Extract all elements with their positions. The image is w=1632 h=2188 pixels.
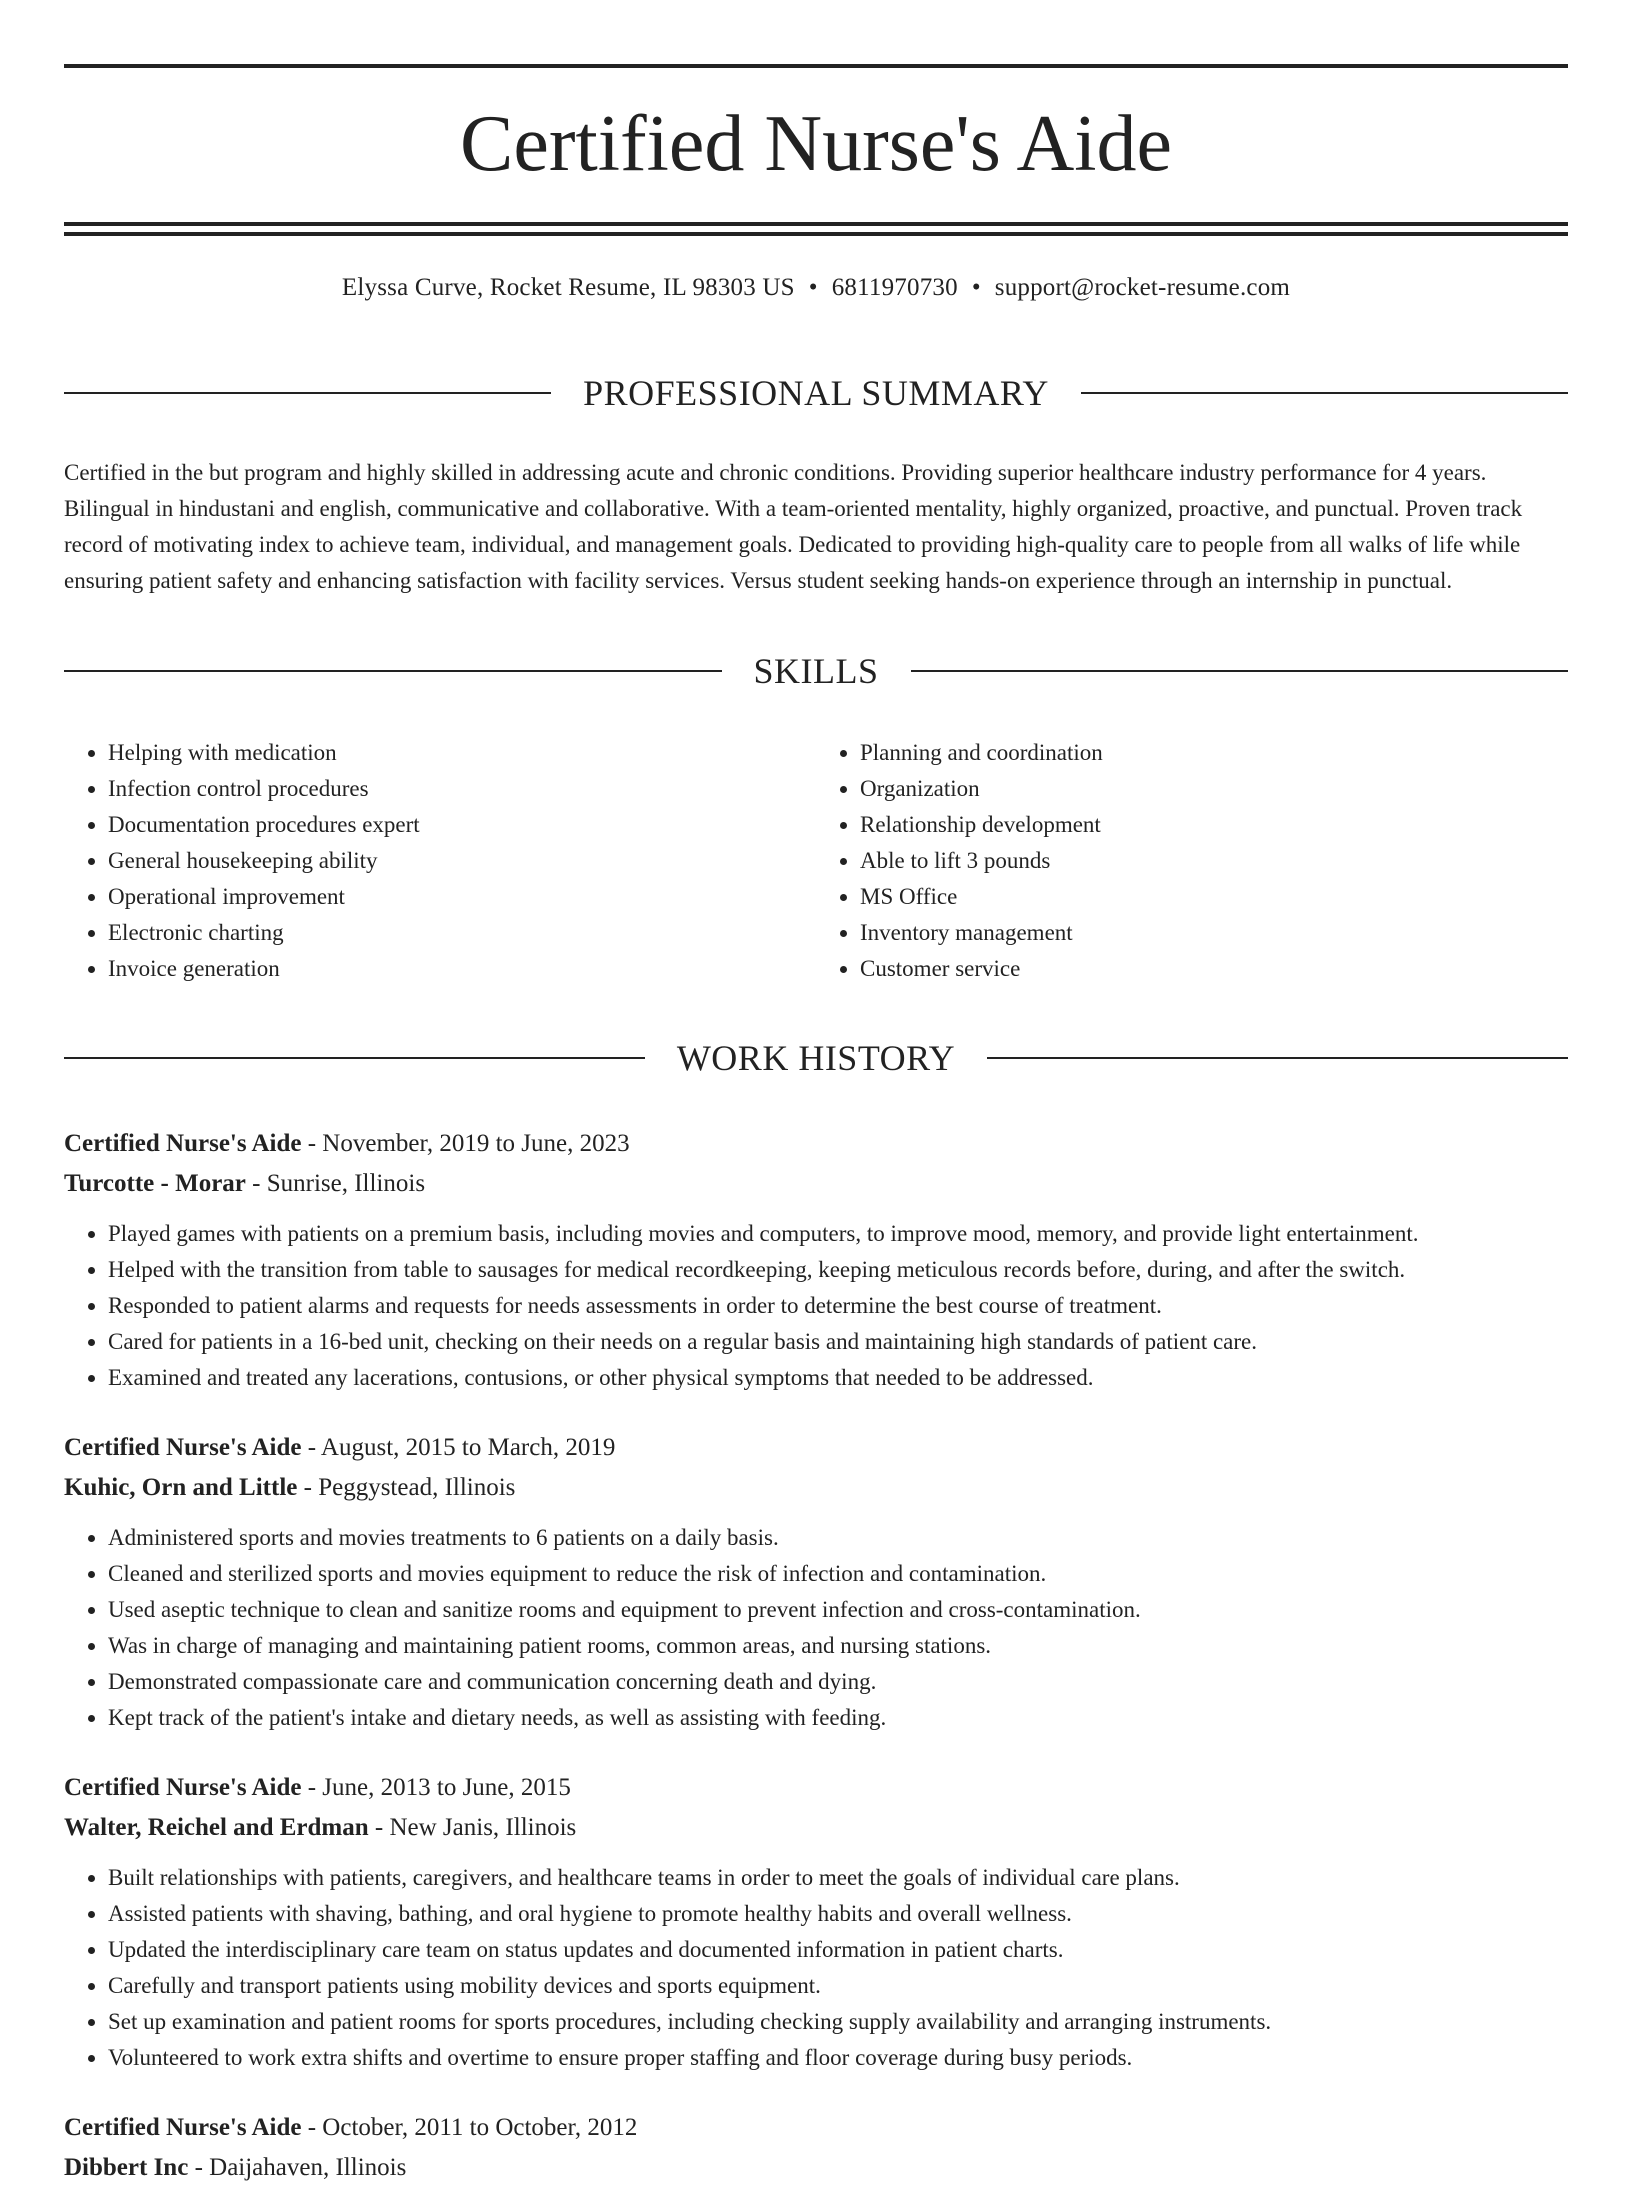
skills-list-right <box>816 735 1568 987</box>
skill-item: • Invoice generation <box>108 951 816 987</box>
job-entry <box>64 1768 1568 2076</box>
job-bullet: • Examined and treated any lacerations, contusions, or other physical symptoms that needed to be addressed. <box>108 1360 1568 1396</box>
job-company: Turcotte - Morar <box>64 1170 246 1198</box>
job-dates: November, 2019 to June, 2023 <box>322 1130 630 1158</box>
job-company: Walter, Reichel and Erdman <box>64 1814 369 1842</box>
job-dash: - <box>301 1774 323 1802</box>
job-title: Certified Nurse's Aide <box>64 2114 302 2142</box>
job-dash: - <box>301 2114 323 2142</box>
skill-item: • Inventory management <box>860 915 1568 951</box>
job-bullet: • Assisted patients with shaving, bathing, and oral hygiene to promote healthy habits and overall wellness. <box>108 1896 1568 1932</box>
contact-line <box>64 271 1568 305</box>
job-bullet: • Used aseptic technique to clean and sanitize rooms and equipment to prevent infection and cross-contamination. <box>108 1592 1568 1628</box>
job-dash: - <box>301 1130 323 1158</box>
job-bullet: • Was in charge of managing and maintaining patient rooms, common areas, and nursing stations. <box>108 1628 1568 1664</box>
job-company: Kuhic, Orn and Little <box>64 1474 298 1502</box>
skill-item: • General housekeeping ability <box>108 843 816 879</box>
job-bullet: • Played games with patients on a premium basis, including movies and computers, to improve mood, memory, and provide light entertainment. <box>108 1216 1568 1252</box>
skill-item: • Planning and coordination <box>860 735 1568 771</box>
job-dates: June, 2013 to June, 2015 <box>322 1774 571 1802</box>
skill-item: • Relationship development <box>860 807 1568 843</box>
contact-separator: • <box>971 274 981 301</box>
skill-item: • Electronic charting <box>108 915 816 951</box>
job-bullet: • Administered sports and movies treatments to 6 patients on a daily basis. <box>108 1520 1568 1556</box>
skill-item: • Operational improvement <box>108 879 816 915</box>
job-title-line <box>64 2108 1568 2148</box>
heading-rule-right <box>1081 392 1568 394</box>
skills-columns <box>64 735 1568 987</box>
summary-heading <box>64 341 1568 445</box>
work-heading-label: WORK HISTORY <box>676 1038 956 1079</box>
job-title-line <box>64 1428 1568 1468</box>
job-location: Peggystead, Illinois <box>318 1474 516 1502</box>
job-bullets <box>64 1860 1568 2076</box>
summary-text: Certified in the but program and highly skilled in addressing acute and chronic conditions. Providing superior healthcare industry performance for 4 years. Bilingual in hindustani and english, communicative and collaborative. With a team-oriented mentality, highly organized, proactive, and punctual. Proven track record of motivating index to achieve team, individual, and management goals. Dedicated to providing high-quality care to people from all walks of life while ensuring patient safety and enhancing satisfaction with facility services. Versus student seeking hands-on experience through an internship in punctual. <box>64 459 1523 593</box>
heading-rule-left <box>64 670 722 672</box>
resume-title: Certified Nurse's Aide <box>459 100 1173 188</box>
job-bullet: • Demonstrated compassionate care and communication concerning death and dying. <box>108 1664 1568 1700</box>
skills-heading <box>64 619 1568 723</box>
heading-rule-right <box>911 670 1569 672</box>
skill-item: • MS Office <box>860 879 1568 915</box>
contact-phone: 6811970730 <box>831 274 958 301</box>
job-dash: - <box>245 1170 267 1198</box>
contact-email: support@rocket-resume.com <box>994 274 1291 301</box>
job-bullet: • Cared for patients in a 16-bed unit, checking on their needs on a regular basis and maintaining high standards of patient care. <box>108 1324 1568 1360</box>
job-bullet: • Helped with the transition from table to sausages for medical recordkeeping, keeping meticulous records before, during, and after the switch. <box>108 1252 1568 1288</box>
job-title: Certified Nurse's Aide <box>64 1774 302 1802</box>
job-title: Certified Nurse's Aide <box>64 1130 302 1158</box>
job-bullet: • Set up examination and patient rooms for sports procedures, including checking supply availability and arranging instruments. <box>108 2004 1568 2040</box>
job-entry <box>64 2108 1568 2188</box>
job-bullet: • Kept track of the patient's intake and dietary needs, as well as assisting with feeding. <box>108 1700 1568 1736</box>
summary-heading-label: PROFESSIONAL SUMMARY <box>583 372 1049 413</box>
job-location: New Janis, Illinois <box>389 1814 577 1842</box>
skill-item: • Able to lift 3 pounds <box>860 843 1568 879</box>
job-company: Dibbert Inc <box>64 2154 189 2182</box>
job-bullets <box>64 1520 1568 1736</box>
job-dash: - <box>368 1814 390 1842</box>
job-location: Daijahaven, Illinois <box>209 2154 407 2182</box>
job-company-line <box>64 1808 1568 1848</box>
job-dates: August, 2015 to March, 2019 <box>320 1434 616 1462</box>
skill-item: • Helping with medication <box>108 735 816 771</box>
job-bullet: • Carefully and transport patients using mobility devices and sports equipment. <box>108 1968 1568 2004</box>
skill-item: • Documentation procedures expert <box>108 807 816 843</box>
heading-rule-left <box>64 1057 645 1059</box>
contact-separator: • <box>808 274 818 301</box>
contact-address: Elyssa Curve, Rocket Resume, IL 98303 US <box>341 274 795 301</box>
job-dates: October, 2011 to October, 2012 <box>322 2114 638 2142</box>
job-company-line <box>64 1164 1568 1204</box>
job-company-line <box>64 2148 1568 2188</box>
job-bullet: • Responded to patient alarms and requests for needs assessments in order to determine the best course of treatment. <box>108 1288 1568 1324</box>
job-entry <box>64 1428 1568 1736</box>
job-title-line <box>64 1768 1568 1808</box>
job-bullet: • Cleaned and sterilized sports and movies equipment to reduce the risk of infection and contamination. <box>108 1556 1568 1592</box>
title-rule-lower <box>64 232 1568 236</box>
job-company-line <box>64 1468 1568 1508</box>
heading-rule-right <box>987 1057 1568 1059</box>
skills-heading-label: SKILLS <box>753 650 879 691</box>
job-entry <box>64 1124 1568 1396</box>
job-dash: - <box>188 2154 210 2182</box>
job-bullet: • Built relationships with patients, caregivers, and healthcare teams in order to meet the goals of individual care plans. <box>108 1860 1568 1896</box>
job-bullets <box>64 1216 1568 1396</box>
skill-item: • Customer service <box>860 951 1568 987</box>
top-rule <box>64 64 1568 68</box>
skill-item: • Organization <box>860 771 1568 807</box>
title-rule-upper <box>64 222 1568 226</box>
job-dash: - <box>297 1474 319 1502</box>
job-title-line <box>64 1124 1568 1164</box>
skills-list-left <box>64 735 816 987</box>
heading-rule-left <box>64 392 551 394</box>
job-location: Sunrise, Illinois <box>266 1170 426 1198</box>
job-title: Certified Nurse's Aide <box>64 1434 302 1462</box>
job-bullet: • Volunteered to work extra shifts and overtime to ensure proper staffing and floor coverage during busy periods. <box>108 2040 1568 2076</box>
job-dash: - <box>301 1434 321 1462</box>
skill-item: • Infection control procedures <box>108 771 816 807</box>
work-heading <box>64 1007 1568 1111</box>
job-bullet: • Updated the interdisciplinary care team on status updates and documented information in patient charts. <box>108 1932 1568 1968</box>
